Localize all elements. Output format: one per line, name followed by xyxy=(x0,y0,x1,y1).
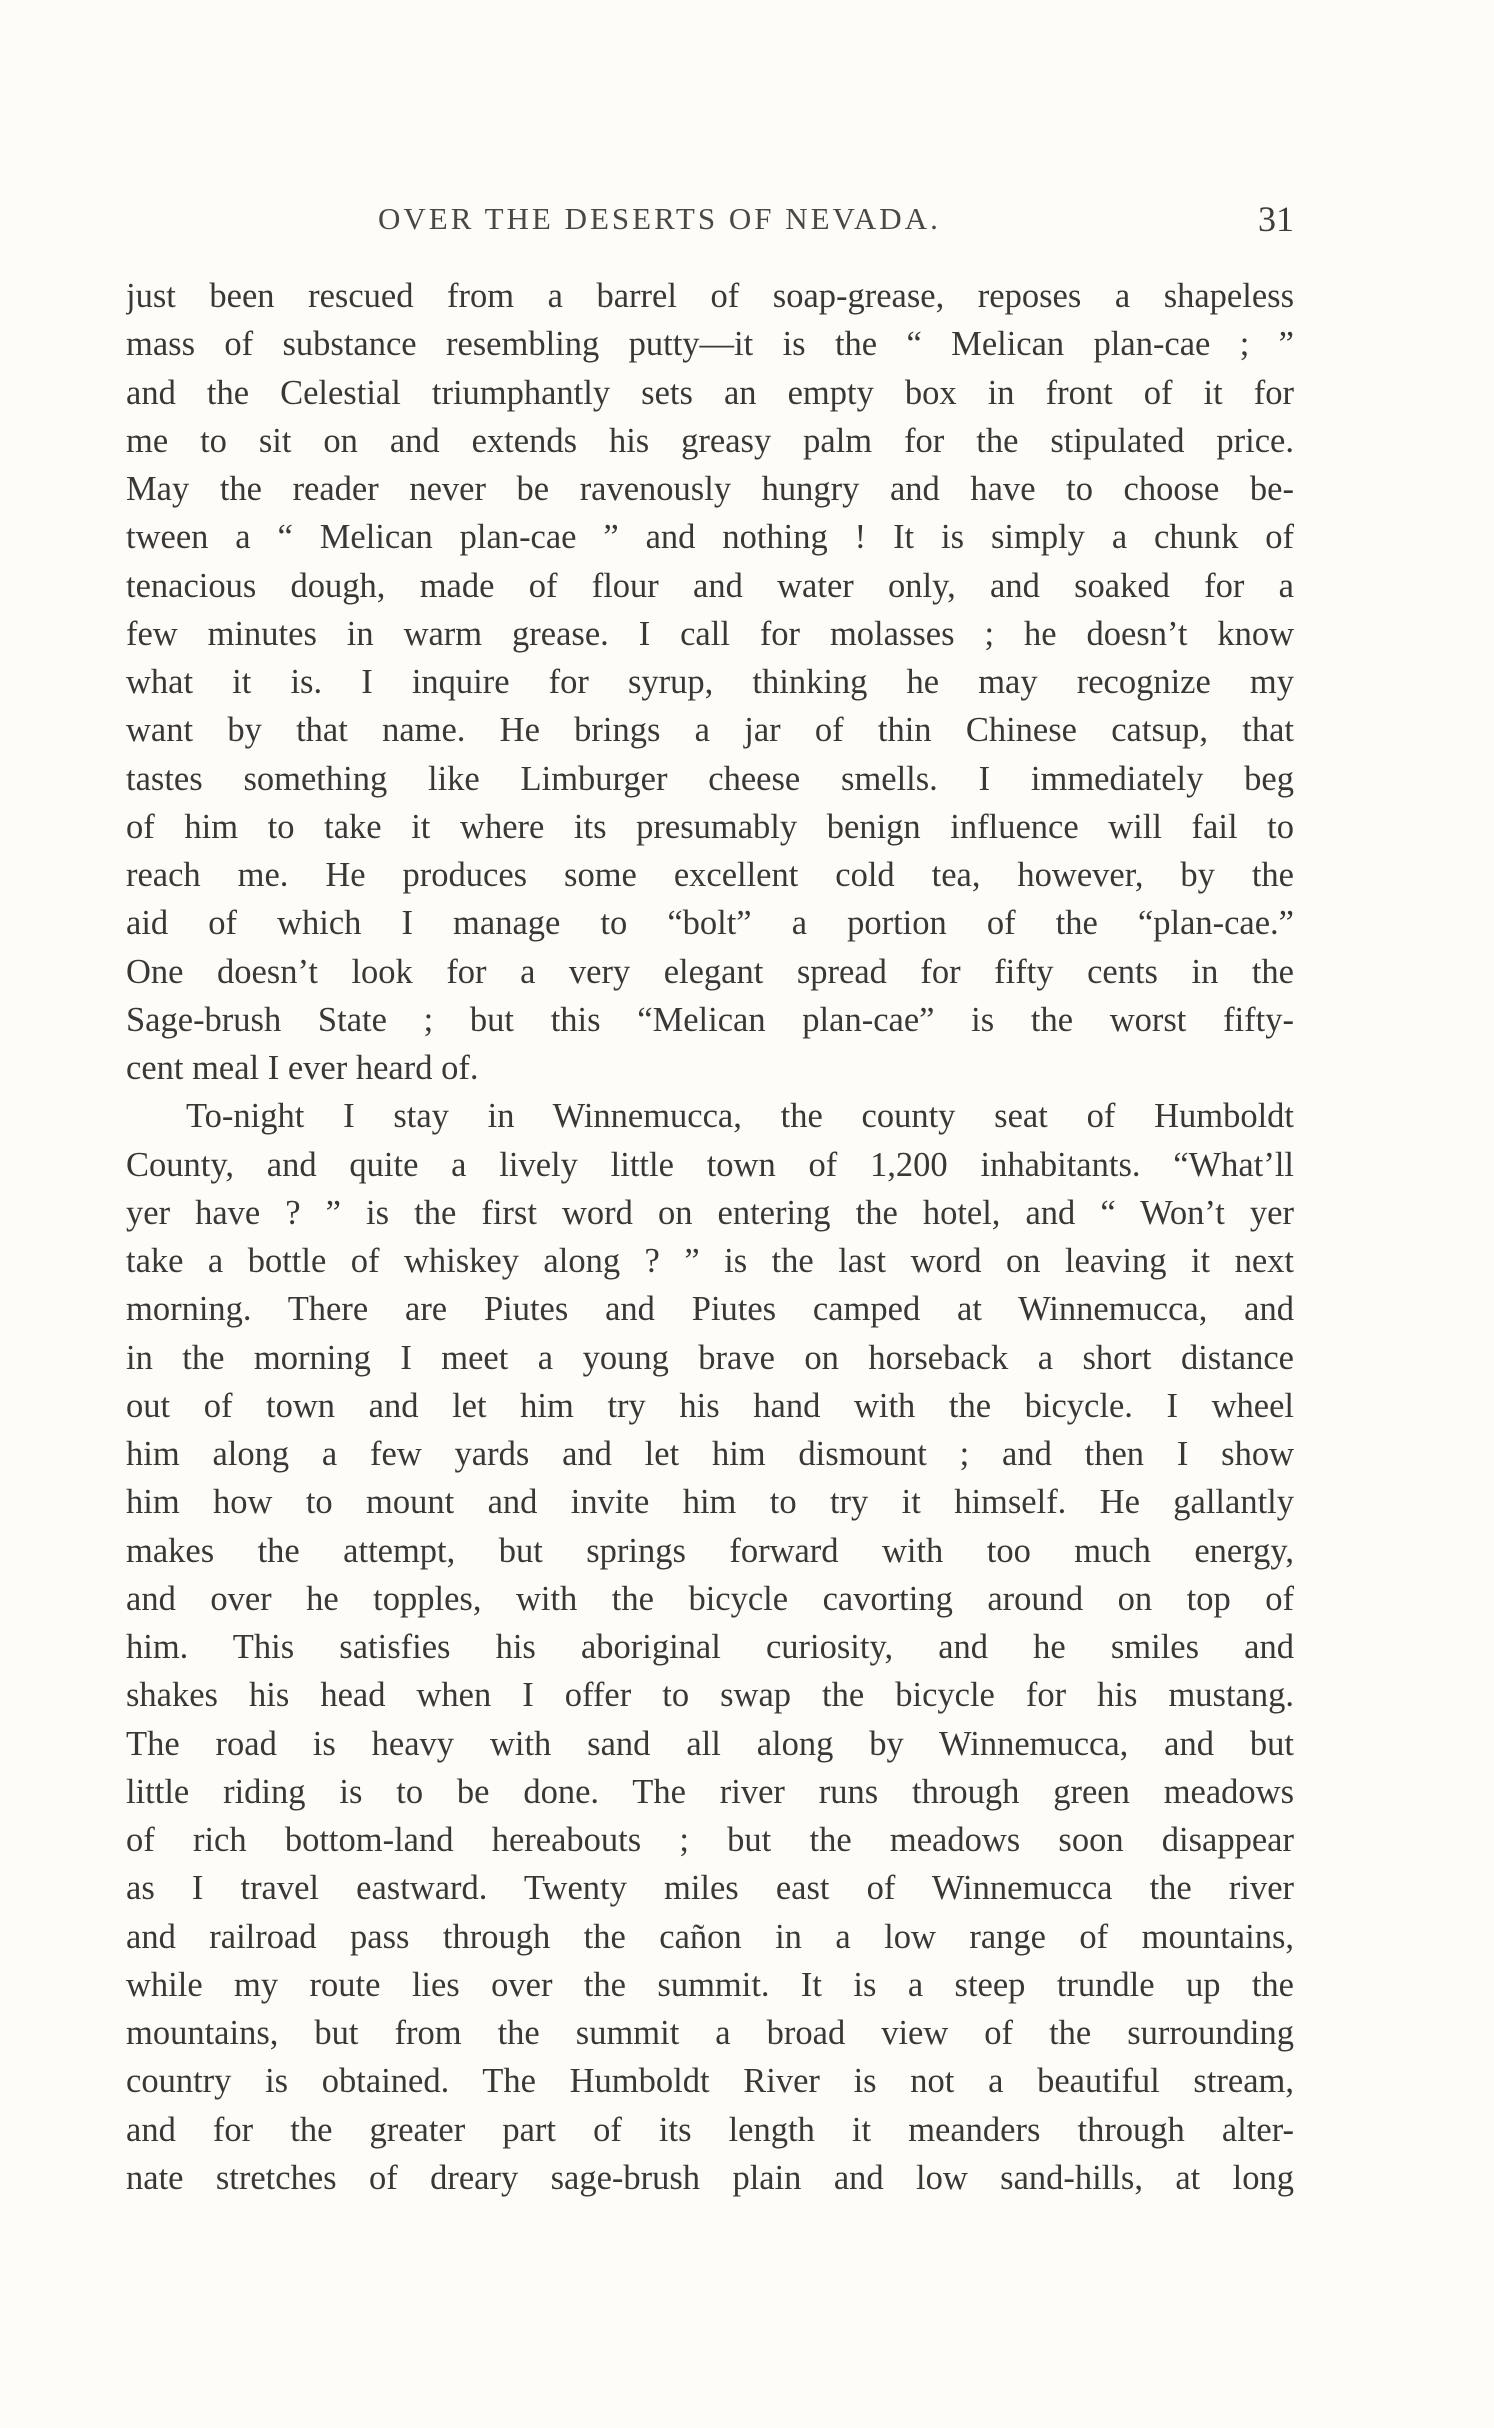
text-line: take a bottle of whiskey along ? ” is the last word on leaving it next xyxy=(126,1242,1294,1280)
text-line: country is obtained. The Humboldt River is not a beautiful stream, xyxy=(126,2062,1294,2101)
text-line: tenacious dough, made of flour and water only, and soaked for a xyxy=(126,566,1294,605)
text-line: mountains, but from the summit a broad view of the surrounding xyxy=(126,2014,1294,2052)
text-line: as I travel eastward. Twenty miles east of Winnemucca the river xyxy=(126,1869,1294,1908)
text-line: Sage-brush State ; but this “Melican plan-cae” is the worst fifty- xyxy=(126,1000,1294,1039)
text-line: County, and quite a lively little town of 1,200 inhabitants. “What’ll xyxy=(126,1145,1294,1184)
text-line: mass of substance resembling putty—it is the “ Melican plan-cae ; ” xyxy=(126,325,1294,364)
text-line: and the Celestial triumphantly sets an empty box in front of it for xyxy=(126,373,1294,412)
text-line: and for the greater part of its length it meanders through alter- xyxy=(126,2110,1294,2149)
running-title: OVER THE DESERTS OF NEVADA. xyxy=(378,201,941,236)
paragraph-end-line: cent meal I ever heard of. xyxy=(126,1049,479,1087)
page-header xyxy=(126,196,1294,242)
text-line: One doesn’t look for a very elegant spread for fifty cents in the xyxy=(126,952,1294,991)
text-line: while my route lies over the summit. It is a steep trundle up the xyxy=(126,1965,1294,2004)
text-line: shakes his head when I offer to swap the bicycle for his mustang. xyxy=(126,1676,1294,1715)
text-line: reach me. He produces some excellent cold tea, however, by the xyxy=(126,856,1294,894)
text-line: tastes something like Limburger cheese smells. I immediately beg xyxy=(126,759,1294,798)
text-line: me to sit on and extends his greasy palm for the stipulated price. xyxy=(126,421,1294,460)
text-line: few minutes in warm grease. I call for molasses ; he doesn’t know xyxy=(126,614,1294,653)
text-line: and railroad pass through the cañon in a low range of mountains, xyxy=(126,1917,1294,1956)
text-line: what it is. I inquire for syrup, thinking he may recognize my xyxy=(126,663,1294,701)
text-line: him along a few yards and let him dismount ; and then I show xyxy=(126,1435,1294,1473)
text-line: yer have ? ” is the first word on entering the hotel, and “ Won’t yer xyxy=(126,1193,1294,1232)
text-line: want by that name. He brings a jar of thin Chinese catsup, that xyxy=(126,711,1294,750)
text-line: in the morning I meet a young brave on horseback a short distance xyxy=(126,1338,1294,1377)
text-line: May the reader never be ravenously hungry and have to choose be- xyxy=(126,470,1294,508)
text-line: nate stretches of dreary sage-brush plain and low sand-hills, at long xyxy=(126,2158,1294,2197)
text-line: morning. There are Piutes and Piutes camped at Winnemucca, and xyxy=(126,1290,1294,1329)
text-line: of him to take it where its presumably benign influence will fail to xyxy=(126,807,1294,846)
text-line: aid of which I manage to “bolt” a portion of the “plan-cae.” xyxy=(126,904,1294,943)
text-line: and over he topples, with the bicycle cavorting around on top of xyxy=(126,1579,1294,1618)
body-text xyxy=(126,272,1294,2202)
text-line: The road is heavy with sand all along by Winnemucca, and but xyxy=(126,1724,1294,1763)
page-number: 31 xyxy=(1258,199,1294,239)
text-line: of rich bottom-land hereabouts ; but the meadows soon disappear xyxy=(126,1821,1294,1859)
text-line: him how to mount and invite him to try it himself. He gallantly xyxy=(126,1483,1294,1522)
text-line: out of town and let him try his hand with the bicycle. I wheel xyxy=(126,1386,1294,1425)
text-line: just been rescued from a barrel of soap-grease, reposes a shapeless xyxy=(126,277,1294,315)
text-line: makes the attempt, but springs forward with too much energy, xyxy=(126,1531,1294,1570)
text-line: him. This satisfies his aboriginal curiosity, and he smiles and xyxy=(126,1628,1294,1666)
text-line: tween a “ Melican plan-cae ” and nothing ! It is simply a chunk of xyxy=(126,518,1294,557)
text-line: little riding is to be done. The river runs through green meadows xyxy=(126,1772,1294,1811)
paragraph-start-line: To-night I stay in Winnemucca, the county seat of Humboldt xyxy=(186,1097,1294,1136)
